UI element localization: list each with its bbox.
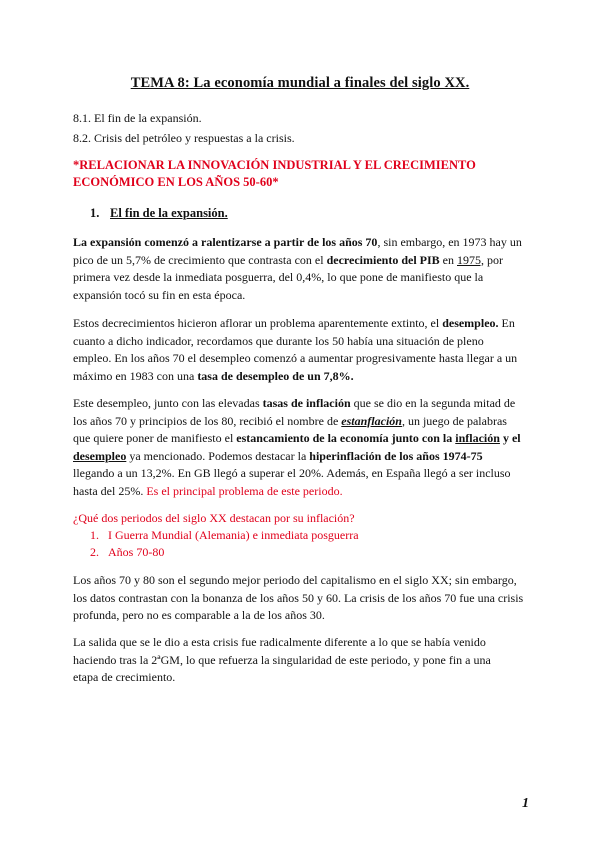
document-title: TEMA 8: La economía mundial a finales del siglo XX. (130, 75, 470, 91)
bold-text: desempleo. (442, 316, 499, 330)
text-line: Los años 70 y 80 son el segundo mejor periodo del capitalismo en el siglo XX; sin embargo, (73, 573, 517, 587)
list-item (90, 527, 359, 544)
paragraph-2 (73, 315, 517, 385)
bold-underlined-text: inflación (455, 431, 500, 446)
bold-text: hiperinflación de los años 1974-75 (309, 448, 483, 463)
table-of-contents (73, 108, 295, 148)
text: Este desempleo, junto con las elevadas (73, 396, 263, 410)
bold-text: tasa de desempleo de un 7,8%. (197, 368, 354, 383)
text: los años 70 y principios de los 80, recibió el nombre de (73, 413, 342, 428)
bold-text: La expansión comenzó a ralentizarse a partir de los años 70 (73, 235, 378, 249)
text-line: etapa de crecimiento. (73, 670, 176, 685)
section-number: 1. (90, 206, 100, 220)
text: que quiere poner de manifiesto el (73, 431, 237, 446)
bold-text: tasas de inflación (262, 396, 351, 410)
red-note: Es el principal problema de este periodo. (146, 483, 343, 498)
paragraph-1 (73, 234, 522, 304)
question: ¿Qué dos periodos del siglo XX destacan por su inflación? (73, 511, 355, 525)
text-line: empleo. En los años 70 el desempleo comenzó a aumentar progresivamente hasta llegar a un (73, 351, 518, 366)
list-number: 1. (90, 528, 99, 542)
text-line: primera vez desde la inmediata posguerra, del 0,4%, lo que pone de manifiesto que la (73, 270, 484, 285)
list-item (90, 544, 359, 561)
highlight-line: ECONÓMICO EN LOS AÑOS 50-60* (73, 175, 279, 189)
text: por (484, 252, 503, 267)
list-text: I Guerra Mundial (Alemania) e inmediata posguerra (108, 528, 359, 542)
text-line: haciendo tras la 2ªGM, lo que refuerza la singularidad de este periodo, y pone fin a una (73, 652, 491, 667)
highlight-line: *RELACIONAR LA INNOVACIÓN INDUSTRIAL Y EL CRECIMIENTO (73, 158, 476, 172)
bold-text: estancamiento de la economía junto con la (236, 431, 456, 446)
text-line: expansión tocó su fin en esta época. (73, 287, 246, 302)
section-title: El fin de la expansión. (110, 206, 228, 220)
text-line: profunda, pero no es comparable a la de los años 30. (73, 608, 325, 623)
text: pico de un 5,7% de crecimiento que contrasta con el (73, 252, 327, 267)
toc-item: 8.1. El fin de la expansión. (73, 111, 202, 125)
section-heading (90, 206, 228, 221)
text-line: La salida que se le dio a esta crisis fue radicalmente diferente a lo que se había venido (73, 635, 486, 649)
paragraph-4 (73, 572, 523, 625)
text: , sin embargo, en 1973 hay un (377, 235, 522, 249)
list-text: Años 70-80 (108, 545, 165, 559)
text: máximo en 1983 con una (73, 368, 198, 383)
paragraph-3 (73, 395, 521, 501)
page-number: 1 (522, 796, 529, 811)
text: , un juego de palabras (401, 413, 507, 428)
bold-text: y el (499, 431, 521, 446)
text: En (498, 316, 515, 330)
text: Estos decrecimientos hicieron aflorar un problema aparentemente extinto, el (73, 316, 443, 330)
text: en (439, 252, 457, 267)
answer-list (90, 527, 359, 561)
text-line: cuanto a dicho indicador, recordamos que durante los 50 había una situación de pleno (73, 333, 484, 348)
text: que se dio en la segunda mitad de (350, 396, 516, 410)
text: hasta del 25%. (73, 483, 147, 498)
list-number: 2. (90, 545, 99, 559)
paragraph-5 (73, 634, 491, 687)
text-line: llegando a un 13,2%. En GB llegó a superar el 20%. Además, en España llegó a ser incluso (73, 466, 511, 481)
bold-underlined-text: desempleo (73, 448, 127, 463)
toc-item: 8.2. Crisis del petróleo y respuestas a la crisis. (73, 131, 295, 145)
text-line: los datos contrastan con la bonanza de los años 50 y 60. La crisis de los años 70 fue una crisis (73, 590, 524, 605)
bold-italic-underlined-text: estanflación (341, 413, 402, 428)
bold-text: decrecimiento del PIB (326, 252, 440, 267)
underlined-text: 1975, (457, 252, 484, 267)
text: ya mencionado. Podemos destacar la (126, 448, 310, 463)
highlight-note (73, 157, 533, 191)
